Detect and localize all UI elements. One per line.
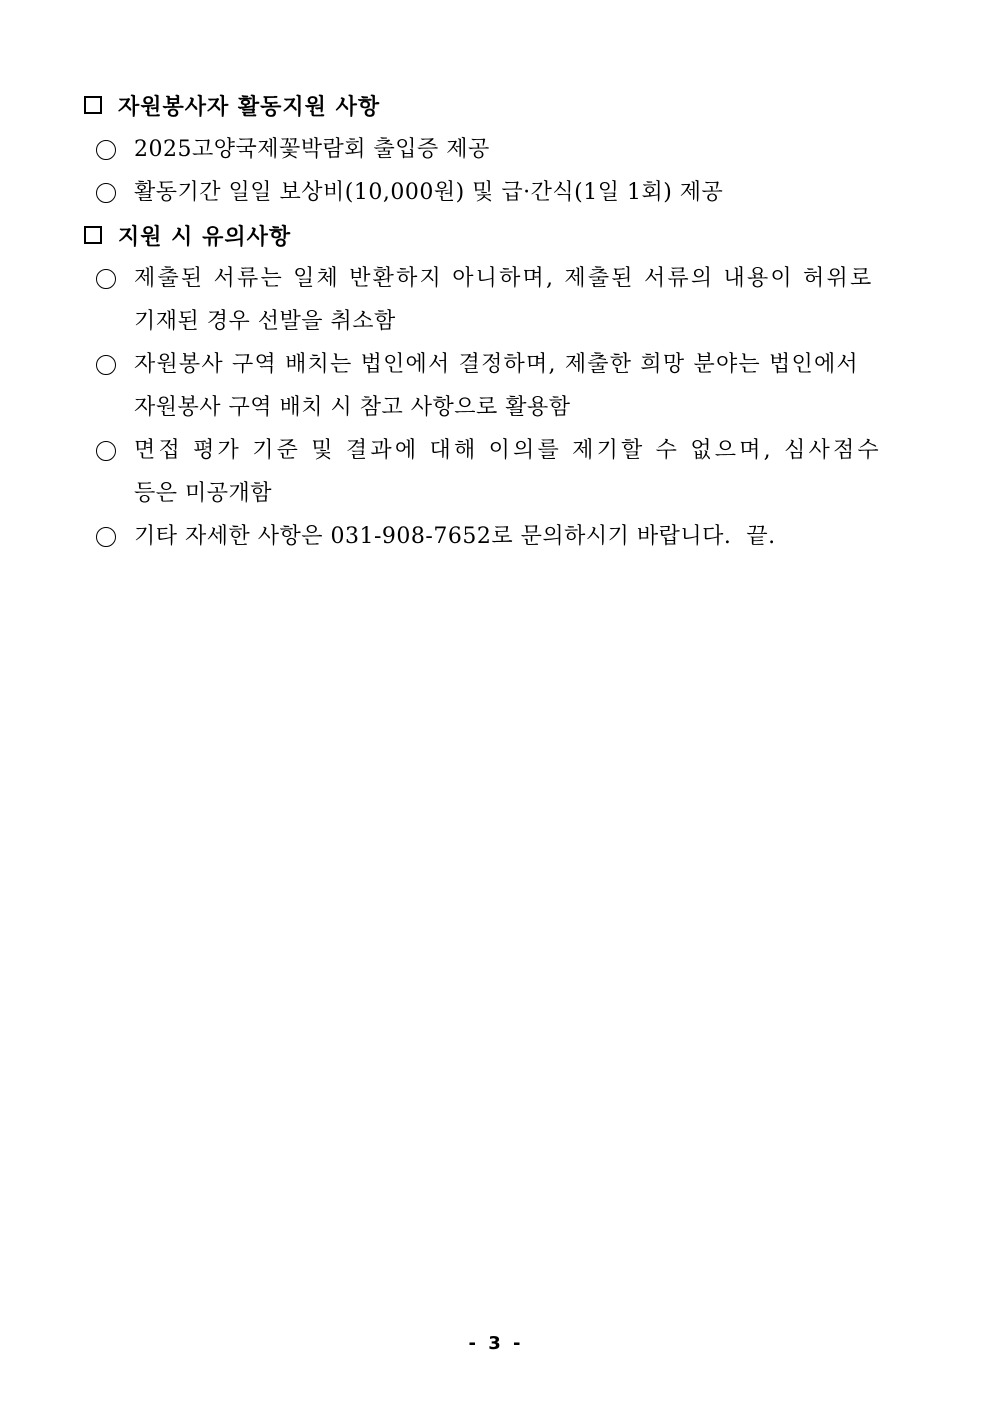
square-bullet-icon — [84, 226, 102, 244]
list-item-text: 자원봉사 구역 배치는 법인에서 결정하며, 제출한 희망 분야는 법인에서 — [134, 352, 859, 377]
list-item-documents-not-returned — [96, 257, 922, 343]
section-heading-application-notes — [84, 218, 291, 252]
list-item-text: 제출된 서류는 일체 반환하지 아니하며, 제출된 서류의 내용이 허위로 — [134, 266, 874, 291]
list-item-text: 면접 평가 기준 및 결과에 대해 이의를 제기할 수 없으며, 심사점수 — [134, 438, 882, 463]
list-item-text: 활동기간 일일 보상비(10,000원) 및 급·간식(1일 1회) 제공 — [134, 180, 724, 205]
square-bullet-icon — [84, 96, 102, 114]
circle-bullet-icon — [96, 355, 116, 375]
list-item-text-continued: 등은 미공개함 — [134, 481, 273, 506]
list-item-text-continued: 자원봉사 구역 배치 시 참고 사항으로 활용함 — [134, 395, 571, 420]
list-item-text: 2025고양국제꽃박람회 출입증 제공 — [134, 137, 490, 162]
list-item-text-continued: 기재된 경우 선발을 취소함 — [134, 309, 396, 334]
list-item-text: 기타 자세한 사항은 031-908-7652로 문의하시기 바랍니다. 끝. — [134, 524, 776, 549]
list-item-area-assignment — [96, 343, 922, 429]
list-item-entry-pass — [96, 128, 922, 171]
circle-bullet-icon — [96, 269, 116, 289]
list-item-daily-compensation — [96, 171, 922, 214]
circle-bullet-icon — [96, 140, 116, 160]
page-number: - 3 - — [468, 1333, 524, 1354]
list-item-contact-info — [96, 515, 922, 558]
list-item-interview-criteria — [96, 429, 922, 515]
circle-bullet-icon — [96, 441, 116, 461]
section-heading-text: 자원봉사자 활동지원 사항 — [118, 94, 381, 120]
section-heading-text: 지원 시 유의사항 — [118, 224, 292, 250]
circle-bullet-icon — [96, 183, 116, 203]
section-heading-volunteer-support — [84, 88, 380, 122]
circle-bullet-icon — [96, 527, 116, 547]
